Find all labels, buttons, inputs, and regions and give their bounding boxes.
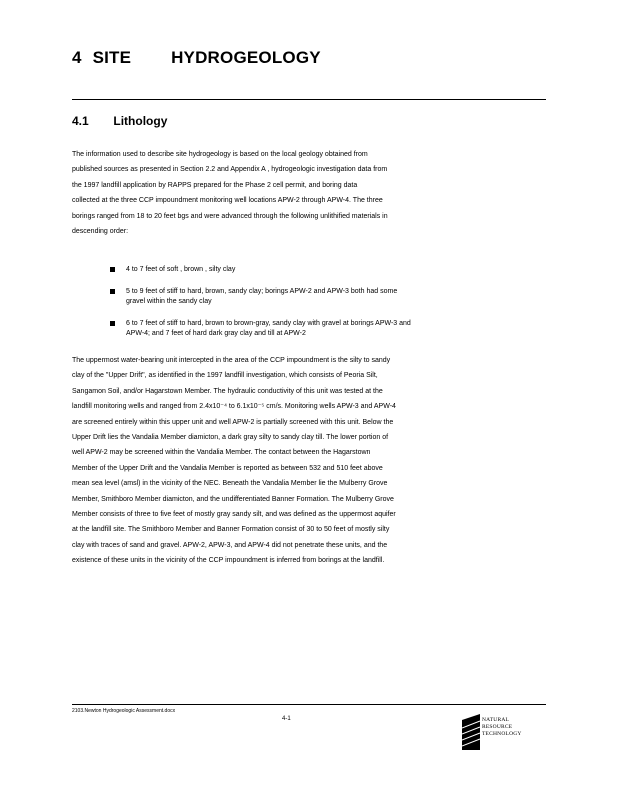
bullet-line: 5 to 9 feet of stiff to hard, brown, sandy clay; borings APW-2 and APW-3 both had some [126,288,398,295]
para-line: are screened entirely within this upper unit and well APW-2 is partially screened with this unit. Below the [72,418,394,426]
paragraph-upper-drift [72,353,532,569]
footer-rule [72,704,546,705]
section-number: 4.1 [72,114,89,128]
chapter-heading [72,48,321,68]
para-line: Upper Drift lies the Vandalia Member diamicton, a dark gray silty to sandy clay till. The lower portion of [72,434,389,442]
bullet-line: APW-4; and 7 feet of hard dark gray clay and till at APW-2 [126,330,306,337]
list-item [110,319,530,339]
bullet-square-icon [110,289,115,294]
para-line: mean sea level (amsl) in the vicinity of the NEC. Beneath the Vandalia Member lie the Mulberry Grove [72,480,388,488]
para-line: at the landfill site. The Smithboro Member and Banner Formation consist of 30 to 50 feet of mostly silty [72,526,390,534]
para-line: landfill monitoring wells and ranged from 2.4x10⁻⁴ to 6.1x10⁻⁵ cm/s. Monitoring wells APW-3 and APW-4 [72,403,396,411]
footer-filename: 2103.Newton Hydrogeologic Assessment.docx [72,708,176,714]
page-number: 4-1 [282,716,291,722]
para-line: Sangamon Soil, and/or Hagarstown Member. The hydraulic conductivity of this unit was tested at the [72,387,383,395]
bullet-line: 6 to 7 feet of stiff to hard, brown to brown-gray, sandy clay with gravel at borings APW-3 and [126,320,411,327]
lithology-list [110,265,530,351]
para-line: well APW-2 may be screened within the Vandalia Member. The contact between the Hagarstown [72,449,371,457]
para-line: Member consists of three to five feet of mostly gray sandy silt, and was defined as the uppermost aquifer [72,511,396,519]
paragraph-intro [72,147,532,239]
section-title: Lithology [113,114,168,128]
para-line: descending order: [72,228,129,236]
list-item [110,265,530,275]
para-line: borings ranged from 18 to 20 feet bgs and were advanced through the following unlithified materials in [72,212,388,220]
logo-line: NATURAL [482,717,510,723]
chapter-number: 4 [72,48,82,67]
logo-mark-icon [462,712,482,752]
para-line: collected at the three CCP impoundment monitoring well locations APW-2 through APW-4. The three [72,197,383,205]
logo-wordmark [482,717,522,738]
bullet-square-icon [110,321,115,326]
company-logo [462,712,538,752]
logo-line: TECHNOLOGY [482,731,522,737]
para-line: the 1997 landfill application by RAPPS prepared for the Phase 2 cell permit, and boring data [72,181,358,189]
bullet-line: 4 to 7 feet of soft , brown , silty clay [126,266,236,273]
para-line: published sources as presented in Section 2.2 and Appendix A , hydrogeologic investigation data from [72,166,388,174]
para-line: The uppermost water-bearing unit intercepted in the area of the CCP impoundment is the silty to sandy [72,357,391,364]
chapter-title-2: HYDROGEOLOGY [171,48,321,67]
list-item [110,287,530,307]
para-line: Member of the Upper Drift and the Vandalia Member is reported as between 532 and 510 feet above [72,464,383,472]
logo-line: RESOURCE [482,724,513,730]
para-line: existence of these units in the vicinity of the CCP impoundment is inferred from borings at the landfill. [72,557,385,565]
bullet-square-icon [110,267,115,272]
para-line: clay of the "Upper Drift", as identified in the 1997 landfill investigation, which consists of Peoria Silt, [72,372,378,380]
para-line: clay with traces of sand and gravel. APW-2, APW-3, and APW-4 did not penetrate these units, and the [72,541,388,549]
chapter-title: SITE [92,48,132,67]
section-heading [72,114,167,128]
para-line: Member, Smithboro Member diamicton, and the undifferentiated Banner Formation. The Mulberry Grove [72,495,394,503]
para-line: The information used to describe site hydrogeology is based on the local geology obtained from [72,151,368,158]
bullet-line: gravel within the sandy clay [126,298,212,305]
heading-rule [72,99,546,100]
